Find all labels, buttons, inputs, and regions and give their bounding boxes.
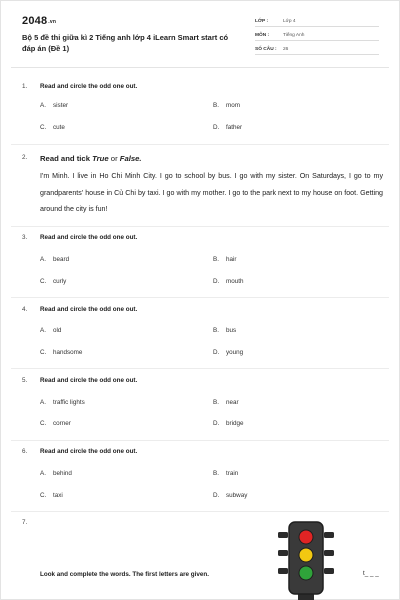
question-instruction: Read and circle the odd one out.: [40, 306, 138, 313]
green-light: [299, 566, 313, 580]
traffic-light-icon: [276, 521, 336, 600]
site-logo[interactable]: 2048.vn: [22, 15, 57, 27]
question-divider: [11, 297, 389, 298]
option-d[interactable]: D. mouth: [213, 278, 244, 285]
question-number: 3.: [22, 234, 28, 241]
option-a[interactable]: A. beard: [40, 256, 70, 263]
option-c[interactable]: C. handsome: [40, 349, 83, 356]
question-instruction: Read and tick True or False.: [40, 154, 142, 163]
question-divider: [11, 511, 389, 512]
option-b[interactable]: B. train: [213, 470, 239, 477]
option-a[interactable]: A. behind: [40, 470, 72, 477]
document-title: Bộ 5 đề thi giữa kì 2 Tiếng anh lớp 4 iLearn Smart start có đáp án (Đề 1): [22, 33, 229, 53]
question-number: 5.: [22, 377, 28, 384]
option-a[interactable]: A. old: [40, 327, 62, 334]
option-b[interactable]: B. mom: [213, 102, 240, 109]
option-c[interactable]: C. taxi: [40, 492, 63, 499]
meta-grade: LỚP : Lớp 4: [255, 17, 379, 27]
question-instruction: Read and circle the odd one out.: [40, 83, 138, 90]
option-d[interactable]: D. father: [213, 124, 243, 131]
question-number: 7.: [22, 519, 28, 526]
option-b[interactable]: B. near: [213, 399, 239, 406]
question-divider: [11, 144, 389, 145]
question-instruction: Look and complete the words. The first letters are given.: [40, 571, 210, 578]
question-number: 2.: [22, 154, 28, 161]
option-d[interactable]: D. young: [213, 349, 244, 356]
question-divider: [11, 440, 389, 441]
question-number: 4.: [22, 306, 28, 313]
meta-question-count: SỐ CÂU : 26: [255, 45, 379, 55]
answer-blank[interactable]: t_ _ _: [363, 570, 379, 577]
option-a[interactable]: A. traffic lights: [40, 399, 85, 406]
option-c[interactable]: C. corner: [40, 420, 71, 427]
question-divider: [11, 368, 389, 369]
option-c[interactable]: C. cute: [40, 124, 65, 131]
header-divider: [11, 67, 389, 68]
option-a[interactable]: A. sister: [40, 102, 69, 109]
question-instruction: Read and circle the odd one out.: [40, 377, 138, 384]
option-d[interactable]: D. bridge: [213, 420, 244, 427]
reading-passage: I'm Minh. I live in Ho Chi Minh City. I go to school by bus. I go with my sister. On Saturdays, I go to my grandparents' house in Củ Chi by taxi. I go with my mother. I go to the park next to my house on foot. Getting around the city is fun!: [40, 172, 383, 213]
red-light: [299, 530, 313, 544]
question-instruction: Read and circle the odd one out.: [40, 234, 138, 241]
option-b[interactable]: B. bus: [213, 327, 237, 334]
question-divider: [11, 226, 389, 227]
option-c[interactable]: C. curly: [40, 278, 67, 285]
meta-subject: MÔN : Tiếng Anh: [255, 31, 379, 41]
question-instruction: Read and circle the odd one out.: [40, 448, 138, 455]
option-b[interactable]: B. hair: [213, 256, 237, 263]
option-d[interactable]: D. subway: [213, 492, 248, 499]
yellow-light: [299, 548, 313, 562]
question-number: 1.: [22, 83, 28, 90]
question-number: 6.: [22, 448, 28, 455]
